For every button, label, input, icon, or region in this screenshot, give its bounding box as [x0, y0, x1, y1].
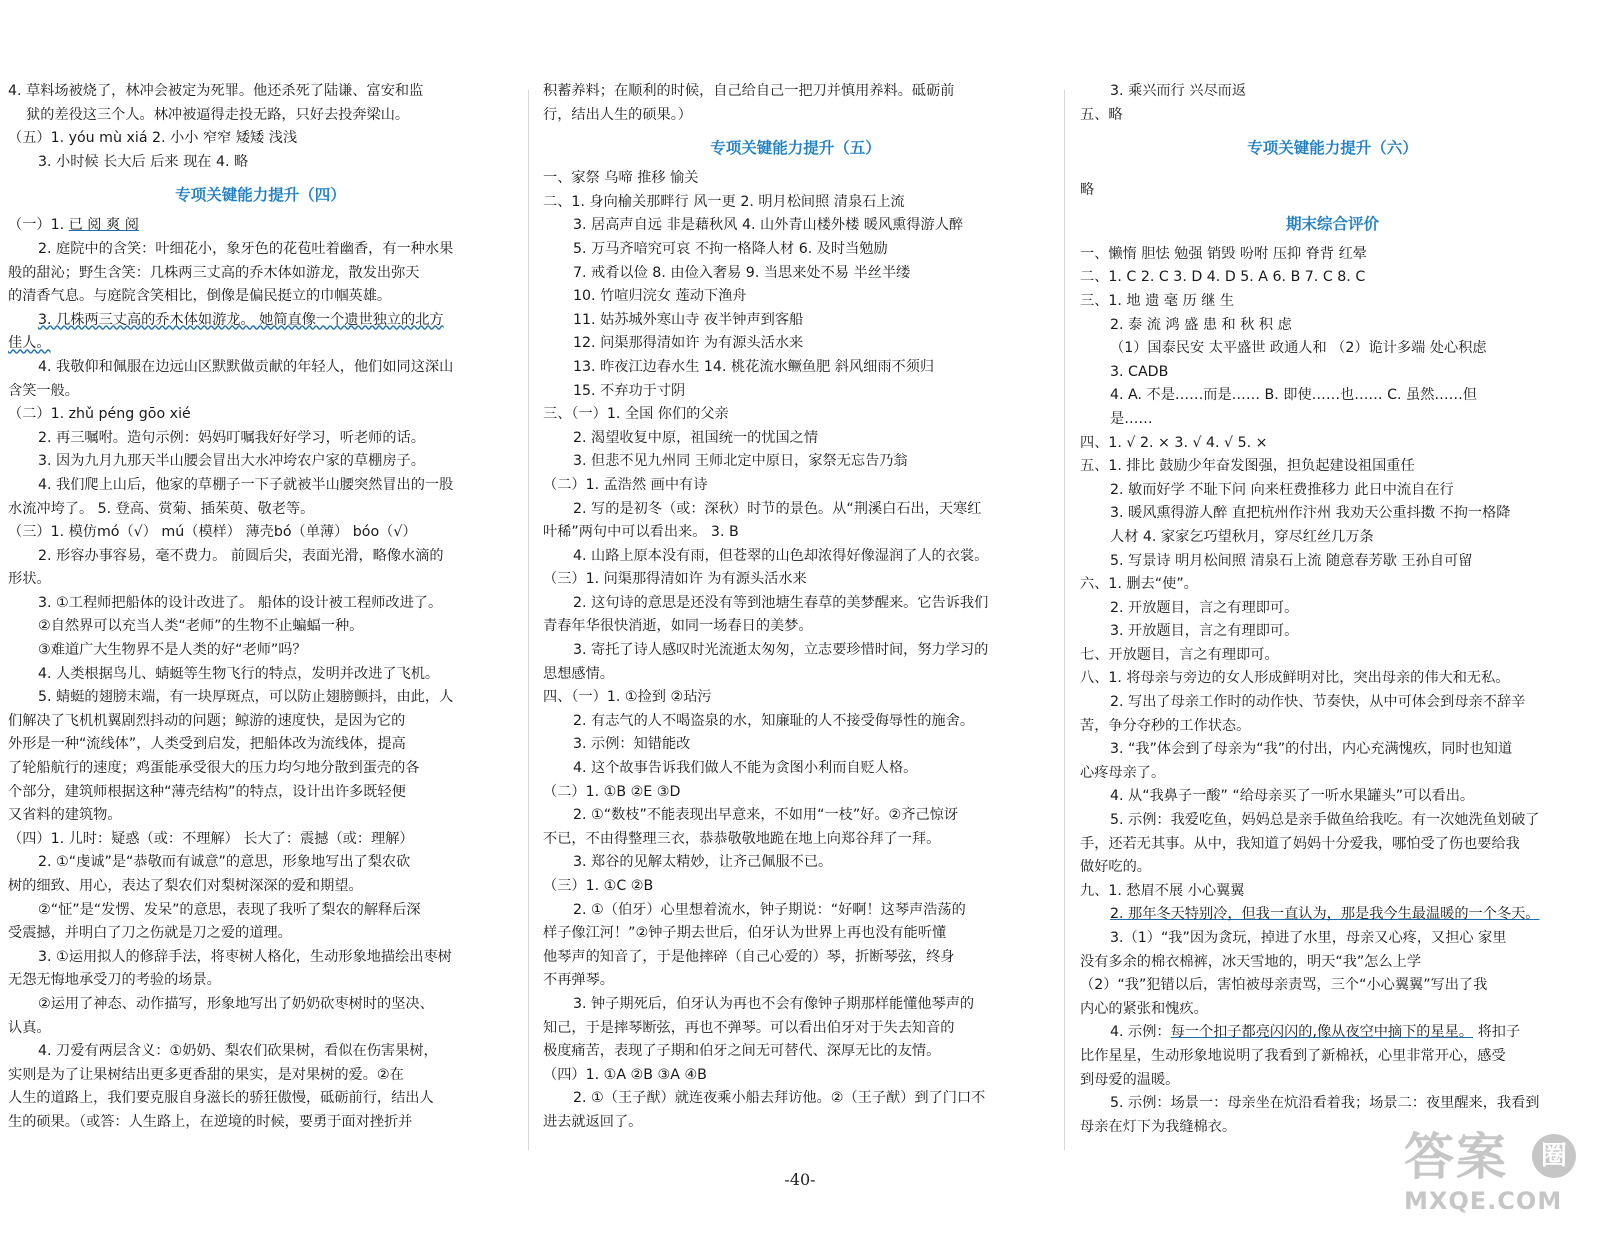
watermark-glyphs: 答案	[1404, 1128, 1508, 1186]
answer-line: 4. 从“我鼻子一酸” “给母亲买了一听水果罐头”可以看出。	[1110, 788, 1475, 805]
answer-line: 2. 泰 流 鸿 盛 患 和 秋 积 虑	[1110, 316, 1292, 333]
answer-line: 2. 写出了母亲工作时的动作快、节奏快，从中可体会到母亲不辞辛	[1110, 694, 1526, 711]
answer-line	[8, 309, 513, 333]
answer-line: 受震撼，并明白了刀之伤就是刀之爱的道理。	[8, 925, 292, 942]
wavy-underlined-answer: 佳人。	[8, 335, 51, 352]
answer-line: 狱的差役这三个人。林冲被逼得走投无路，只好去投奔梁山。	[26, 106, 410, 123]
answer-column-3	[1080, 80, 1585, 1139]
answer-line: 积蓄养料；在顺利的时候，自己给自己一把刀并慎用养料。砥砺前	[543, 83, 955, 99]
answer-line: 般的甜沁；野生含笑：几株两三丈高的乔木体如游龙，散发出弥天	[8, 264, 420, 281]
answer-line: 进去就返回了。	[543, 1113, 643, 1130]
answer-line: 青春年华很快消逝，如同一场春日的美梦。	[543, 618, 813, 635]
answer-line: 3. 开放题目，言之有理即可。	[1110, 623, 1299, 640]
answer-line: 不再弹琴。	[543, 972, 614, 989]
answer-line: 4. 这个故事告诉我们做人不能为贪图小利而自贬人格。	[573, 760, 918, 777]
answer-line: 没有多余的棉衣棉裤，冰天雪地的，明天“我”怎么上学	[1080, 953, 1422, 970]
section-title: 专项关键能力提升（五）	[710, 139, 881, 158]
answer-line: 四、（一）1. ①捡到 ②玷污	[543, 689, 712, 706]
answer-line: （四）1. 儿时：疑惑（或：不理解） 长大了：震撼（或：理解）	[8, 830, 414, 847]
answer-line: 含笑一般。	[8, 382, 79, 399]
answer-text: 将扣子	[1473, 1024, 1521, 1041]
answer-line: 2. ①“数枝”不能表现出早意来，不如用“一枝”好。②齐己惊讶	[573, 807, 959, 824]
answer-line: 2. 形容办事容易，毫不费力。 前圆后尖，表面光滑，略像水滴的	[38, 547, 444, 564]
answer-line: （1）国泰民安 太平盛世 政通人和 （2）诡计多端 处心积虑	[1110, 340, 1487, 357]
answer-line: 树的细致、用心，表达了梨农们对梨树深深的爱和期望。	[8, 878, 363, 894]
answer-line: 13. 昨夜江边春水生 14. 桃花流水鳜鱼肥 斜风细雨不须归	[573, 358, 935, 375]
watermark-url: MXQE.COM	[1404, 1187, 1563, 1215]
answer-line: 5. 写景诗 明月松间照 清泉石上流 随意春芳歇 王孙自可留	[1110, 552, 1473, 569]
answer-line: （二）1. ①B ②E ③D	[543, 783, 681, 800]
answer-line: （2）“我”犯错以后，害怕被母亲责骂，三个“小心翼翼”写出了我	[1080, 977, 1488, 994]
answer-line: 2. ①（伯牙）心里想着流水，钟子期说：“好啊！这琴声浩荡的	[573, 901, 966, 918]
answer-line: 2. 写的是初冬（或：深秋）时节的景色。从“荆溪白石出，天寒红	[573, 500, 982, 517]
answer-line: 一、家祭 乌啼 推移 愉关	[543, 170, 699, 187]
answer-line: 七、开放题目，言之有理即可。	[1080, 646, 1279, 663]
answer-line: （四）1. ①A ②B ③A ④B	[543, 1066, 707, 1083]
answer-line: 2. 开放题目，言之有理即可。	[1110, 599, 1299, 616]
answer-line: 2. 敏而好学 不耻下问 向来枉费推移力 此日中流自在行	[1110, 481, 1454, 498]
answer-line: 2. ①“虔诚”是“恭敬而有诚意”的意思，形象地写出了梨农砍	[38, 854, 411, 871]
answer-line: 形状。	[8, 571, 51, 588]
answer-line: 水流冲垮了。 5. 登高、赏菊、插茱萸、敬老等。	[8, 500, 315, 517]
answer-line: 12. 问渠那得清如许 为有源头活水来	[573, 335, 804, 352]
answer-line: 思想感情。	[543, 665, 614, 682]
answer-line	[8, 332, 513, 356]
answer-line: 八、1. 将母亲与旁边的女人形成鲜明对比，突出母亲的伟大和无私。	[1080, 670, 1510, 687]
answer-line: 4. 我敬仰和佩服在边远山区默默做贡献的年轻人，他们如同这深山	[38, 358, 454, 375]
answer-column-1	[8, 80, 513, 1135]
answer-line: 3. 郑谷的见解太精妙，让齐己佩服不已。	[573, 854, 833, 871]
answer-line: （三）1. 模仿mó（√） mú（模样） 薄壳bó（单薄） bóo（√）	[8, 524, 417, 541]
answer-line: 知己，于是摔琴断弦，再也不弹琴。可以看出伯牙对于失去知音的	[543, 1019, 955, 1036]
answer-line	[1080, 1021, 1585, 1045]
answer-line: 生的硕果。（或答：人生路上，在逆境的时候，要勇于面对挫折并	[8, 1113, 413, 1130]
answer-line: 人生的道路上，我们要克服自身滋长的骄狂傲慢，砥砺前行，结出人	[8, 1090, 434, 1107]
answer-line: 又省料的建筑物。	[8, 807, 122, 824]
answer-line: 二、1. 身向榆关那畔行 风一更 2. 明月松间照 清泉石上流	[543, 193, 905, 210]
answer-line: 3. 暖风熏得游人醉 直把杭州作汴州 我劝天公重抖擞 不拘一格降	[1110, 505, 1511, 522]
answer-line: 比作星星，生动形象地说明了我看到了新棉袄，心里非常开心，感受	[1080, 1047, 1506, 1064]
answer-line	[8, 214, 513, 238]
answer-line: 他琴声的知音了，于是他摔碎（自己心爱的）琴，折断琴弦，终身	[543, 948, 955, 965]
answer-line: ②自然界可以充当人类“老师”的生物不止蝙蝠一种。	[38, 618, 364, 635]
answer-line: 认真。	[8, 1019, 51, 1036]
section-title: 专项关键能力提升（六）	[1247, 139, 1418, 158]
answer-line: 3. CADB	[1110, 363, 1169, 380]
answer-line: 4. A. 不是……而是…… B. 即使……也…… C. 虽然……但	[1110, 387, 1477, 404]
answer-line: 五、略	[1080, 106, 1123, 123]
answer-column-2	[543, 80, 1048, 1135]
answer-line: 7. 戒肴以俭 8. 由俭入奢易 9. 当思来处不易 半丝半缕	[573, 264, 911, 281]
answer-line: 做好吃的。	[1080, 859, 1151, 876]
answer-line: 叶稀”两句中可以看出来。 3. B	[543, 524, 739, 541]
answer-line: （三）1. 问渠那得清如许 为有源头活水来	[543, 571, 807, 588]
answer-line: （三）1. ①C ②B	[543, 878, 654, 894]
answer-line: 人材 4. 家家乞巧望秋月，穿尽红丝几万条	[1110, 528, 1374, 545]
answer-line: 一、懒惰 胆怯 勉强 销毁 吩咐 压抑 脊背 红晕	[1080, 245, 1367, 262]
answer-line: 3. ①运用拟人的修辞手法，将枣树人格化，生动形象地描绘出枣树	[38, 948, 452, 965]
column-divider	[1064, 90, 1065, 1150]
column-divider	[528, 90, 529, 1150]
answer-line: 3. 示例：知错能改	[573, 736, 691, 753]
answer-line: 5. 示例：场景一：母亲坐在炕沿看着我；场景二：夜里醒来，我看到	[1110, 1095, 1540, 1112]
answer-line: 的清香气息。与庭院含笑相比，倒像是偏民挺立的巾帼英雄。	[8, 288, 392, 305]
answer-line: 10. 竹喧归浣女 莲动下渔舟	[573, 288, 747, 305]
answer-line: 二、1. C 2. C 3. D 4. D 5. A 6. B 7. C 8. C	[1080, 269, 1366, 286]
answer-line: 手，还若无其事。从中，我知道了妈妈十分爱我，哪怕受了伤也要给我	[1080, 835, 1520, 852]
answer-line: 三、1. 地 遗 毫 历 继 生	[1080, 292, 1235, 309]
answer-line: 外形是一种“流线体”，人类受到启发，把船体改为流线体，提高	[8, 736, 406, 753]
answer-line: 是……	[1110, 410, 1153, 427]
answer-line: （五）1. yóu mù xiá 2. 小小 窄窄 矮矮 浅浅	[8, 130, 298, 147]
answer-line: 2. 有志气的人不喝盗泉的水，知廉耻的人不接受侮辱性的施舍。	[573, 712, 975, 729]
answer-line: 5. 示例：我爱吃鱼，妈妈总是亲手做鱼给我吃。有一次她洗鱼划破了	[1110, 812, 1540, 829]
answer-line: 4. 草料场被烧了，林冲会被定为死罪。他还杀死了陆谦、富安和监	[8, 83, 424, 99]
answer-line: 3.（1）“我”因为贪玩，掉进了水里，母亲又心疼，又担心 家里	[1110, 930, 1507, 946]
answer-line: 个部分，建筑师根据这种“薄壳结构”的特点，设计出许多既轻便	[8, 783, 406, 800]
underlined-answer: 2. 那年冬天特别冷，但我一直认为，那是我今生最温暖的一个冬天。	[1110, 906, 1540, 923]
answer-line: 六、1. 删去“使”。	[1080, 576, 1198, 593]
answer-line: 5. 蜻蜓的翅膀末端，有一块厚斑点，可以防止翅膀颤抖，由此，人	[38, 689, 454, 706]
answer-line: 母亲在灯下为我缝棉衣。	[1080, 1118, 1237, 1135]
answer-line: 内心的紧张和愧疚。	[1080, 1000, 1208, 1017]
answer-line: 11. 姑苏城外寒山寺 夜半钟声到客船	[573, 311, 804, 328]
answer-line: 2. 再三嘱咐。造句示例：妈妈叮嘱我好好学习，听老师的话。	[38, 429, 425, 446]
answer-line: 行，结出人生的硕果。）	[543, 106, 692, 123]
answer-line: 实则是为了让果树结出更多更香甜的果实，是对果树的爱。②在	[8, 1066, 404, 1083]
answer-line: 5. 万马齐喑究可哀 不拘一格降人材 6. 及时当勉励	[573, 240, 888, 257]
answer-line: 三、（一）1. 全国 你们的父亲	[543, 406, 729, 423]
answer-line: 3. 小时候 长大后 后来 现在 4. 略	[38, 153, 249, 170]
answer-line: 五、1. 排比 鼓励少年奋发图强，担负起建设祖国重任	[1080, 458, 1415, 475]
answer-line: 4. 刀爱有两层含义：①奶奶、梨农们砍果树，看似在伤害果树，	[38, 1043, 438, 1060]
answer-line: ②“怔”是“发愣、发呆”的意思，表现了我听了梨农的解释后深	[38, 901, 421, 918]
page-number: -40-	[784, 1170, 816, 1189]
section-title: 专项关键能力提升（四）	[175, 186, 346, 205]
answer-line: 到母爱的温暖。	[1080, 1071, 1180, 1088]
answer-line: 四、1. √ 2. × 3. √ 4. √ 5. ×	[1080, 434, 1268, 451]
answer-line: 极度痛苦，表现了子期和伯牙之间无可替代、深厚无比的友情。	[543, 1043, 941, 1060]
answer-line: 心疼母亲了。	[1080, 764, 1166, 781]
answer-line: 2. 庭院中的含笑：叶细花小，象牙色的花苞吐着幽香，有一种水果	[38, 240, 454, 257]
answer-line: 2. 这句诗的意思是还没有等到池塘生春草的美梦醒来。它告诉我们	[573, 594, 989, 611]
answer-line: 3. 钟子期死后，伯牙认为再也不会有像钟子期那样能懂他琴声的	[573, 995, 975, 1012]
answer-line	[1080, 903, 1585, 927]
watermark-badge-icon: 圈	[1532, 1134, 1576, 1178]
answer-line: 样子像江河！”②钟子期去世后，伯牙认为世界上再也没有能听懂	[543, 925, 947, 942]
answer-line: （二）1. 孟浩然 画中有诗	[543, 476, 708, 493]
answer-line: 3. ①工程师把船体的设计改进了。 船体的设计被工程师改进了。	[38, 594, 443, 611]
answer-text: 4. 示例：	[1110, 1024, 1171, 1041]
answer-line: 3. 寄托了诗人感叹时光流逝太匆匆，立志要珍惜时间，努力学习的	[573, 642, 989, 659]
answer-line: 2. ①（王子猷）就连夜乘小船去拜访他。②（王子猷）到了门口不	[573, 1090, 986, 1107]
answer-line: 15. 不弃功于寸阴	[573, 382, 686, 399]
answer-line: 4. 山路上原本没有雨，但苍翠的山色却浓得好像湿润了人的衣裳。	[573, 547, 989, 564]
section-title: 期末综合评价	[1285, 214, 1379, 233]
answer-line: ③难道广大生物界不是人类的好“老师”吗？	[38, 642, 307, 659]
answer-line: ②运用了神态、动作描写，形象地写出了奶奶砍枣树时的坚决、	[38, 995, 434, 1012]
answer-line: 3. “我”体会到了母亲为“我”的付出，内心充满愧疚，同时也知道	[1110, 741, 1513, 758]
answer-line: 苦，争分夺秒的工作状态。	[1080, 717, 1251, 734]
answer-line: 4. 我们爬上山后，他家的草棚子一下子就被半山腰突然冒出的一股	[38, 476, 454, 493]
answer-line: 3. 但悲不见九州同 王师北定中原日，家祭无忘告乃翁	[573, 453, 908, 470]
answer-line: 们解决了飞机机翼剧烈抖动的问题；鲸游的速度快，是因为它的	[8, 712, 406, 729]
underlined-answer: 已 阅 爽 阅	[68, 217, 139, 234]
answer-line: 3. 因为九月九那天半山腰会冒出大水冲垮农户家的草棚房子。	[38, 453, 425, 470]
answer-text: （一）1.	[8, 217, 69, 234]
answer-line: 九、1. 愁眉不展 小心翼翼	[1080, 882, 1245, 899]
underlined-answer: 每一个扣子都亮闪闪的,像从夜空中摘下的星星。	[1170, 1024, 1474, 1041]
answer-line: 3. 居高声自远 非是藉秋风 4. 山外青山楼外楼 暖风熏得游人醉	[573, 217, 964, 234]
site-watermark-logo	[1404, 1128, 1582, 1228]
answer-line: 略	[1080, 182, 1095, 199]
answer-line: 不已，不由得整理三衣，恭恭敬敬地跪在地上向郑谷拜了一拜。	[543, 830, 941, 847]
answer-line: 2. 渴望收复中原，祖国统一的忧国之情	[573, 429, 819, 446]
answer-line: 了轮船航行的速度；鸡蛋能承受很大的压力均匀地分散到蛋壳的各	[8, 760, 420, 777]
answer-line: 4. 人类根据鸟儿、蜻蜓等生物飞行的特点，发明并改进了飞机。	[38, 665, 440, 682]
wavy-underlined-answer: 3. 几株两三丈高的乔木体如游龙。 她简直像一个遗世独立的北方	[38, 311, 444, 328]
answer-line: 3. 乘兴而行 兴尽而返	[1110, 83, 1247, 99]
answer-line: （二）1. zhǔ péng gōo xié	[8, 406, 191, 423]
spacer	[1080, 167, 1585, 179]
answer-line: 无怨无悔地承受刀的考验的场景。	[8, 972, 221, 989]
